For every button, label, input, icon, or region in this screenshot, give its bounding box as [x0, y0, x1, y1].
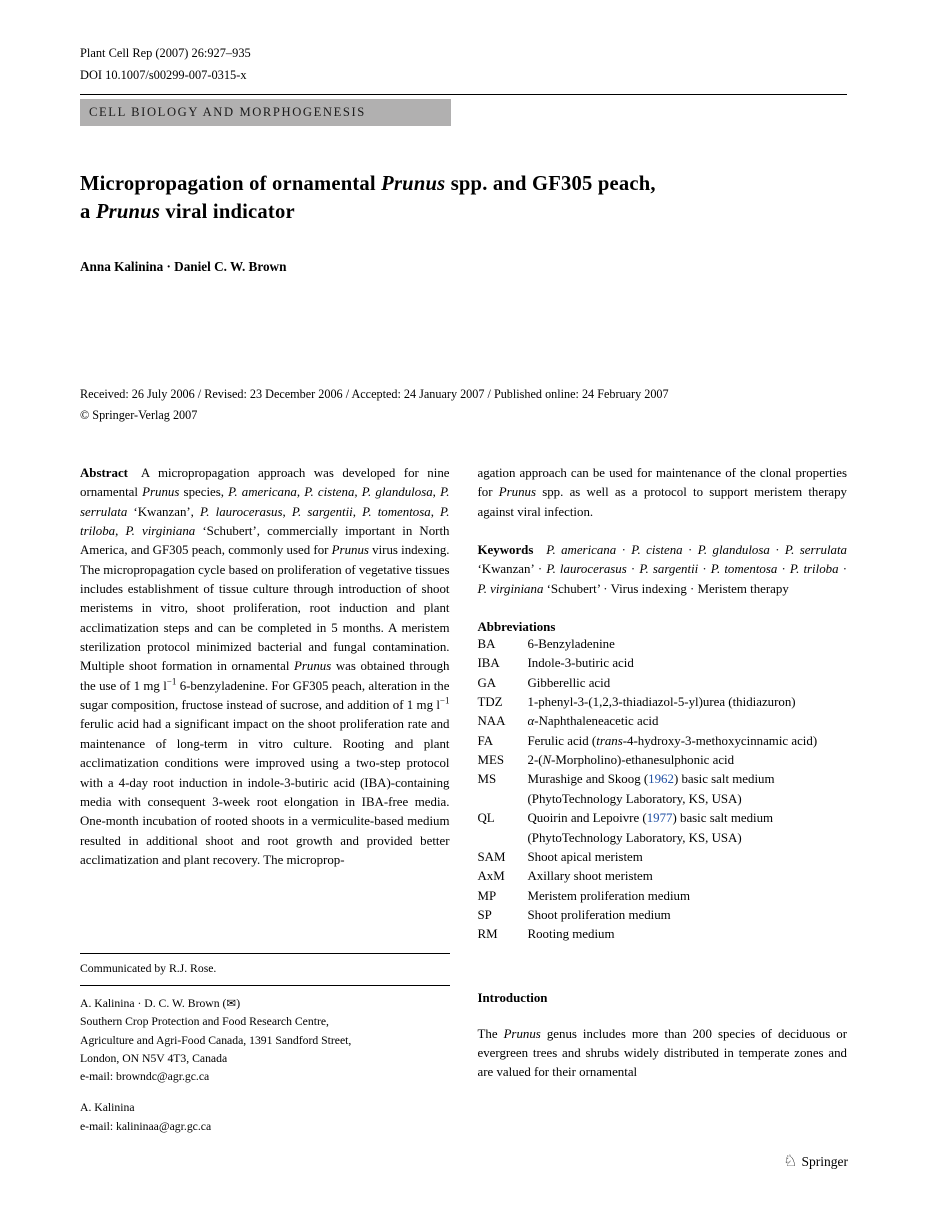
abbreviation-row [478, 770, 848, 809]
header-rule [80, 94, 847, 95]
doi: DOI 10.1007/s00299-007-0315-x [80, 68, 247, 82]
abbreviation-row [478, 867, 848, 886]
abbreviation-definition: 2-(N-Morpholino)-ethanesulphonic acid [527, 753, 735, 768]
abbreviation-term: MS [477, 772, 497, 787]
springer-logo-icon: ♘ [783, 1153, 798, 1170]
abbreviation-row [478, 906, 848, 925]
abbreviation-definition: 1-phenyl-3-(1,2,3-thiadiazol-5-yl)urea (thidiazuron) [527, 695, 796, 710]
abbreviation-term: IBA [477, 656, 500, 671]
abbreviation-row [478, 848, 848, 867]
abbreviation-row [478, 654, 848, 673]
abbreviation-definition: Gibberellic acid [527, 675, 611, 690]
abbreviation-row [478, 674, 848, 693]
abbreviation-term: MES [477, 753, 505, 768]
introduction-paragraph: The Prunus genus includes more than 200 species of deciduous or evergreen trees and shrubs widely distributed in temperate zones and are valued for their ornamental [477, 1026, 847, 1080]
footnote-block [80, 953, 450, 1136]
abstract-continuation: agation approach can be used for maintenance of the clonal properties for Prunus spp. as well as a protocol to support meristem therapy against viral infection. [477, 466, 847, 519]
abbreviation-row [478, 925, 848, 944]
abbreviation-row [478, 635, 848, 654]
abbreviation-row [478, 693, 848, 712]
communicated-note: Communicated by R.J. Rose. [80, 961, 217, 975]
abbreviation-definition: 6-Benzyladenine [527, 637, 615, 652]
right-column [478, 464, 848, 1136]
abbreviation-definition: Rooting medium [527, 927, 615, 942]
abbreviation-row [478, 751, 848, 770]
keywords-paragraph: Keywords P. americana · P. cistena · P. glandulosa · P. serrulata ‘Kwanzan’ · P. laurocerasus · P. sargentii · P. tomentosa · P. triloba · P. virginiana ‘Schubert’ · Virus indexing · Meristem therapy [477, 543, 847, 596]
abbreviations-heading: Abbreviations [477, 620, 556, 635]
abbreviation-term: FA [477, 733, 494, 748]
abbreviation-definition: Shoot proliferation medium [527, 907, 671, 922]
abbreviation-definition: Quoirin and Lepoivre (1977) basic salt medium (PhytoTechnology Laboratory, KS, USA) [527, 811, 774, 845]
abbreviation-row [478, 809, 848, 848]
abbreviation-term: AxM [477, 869, 505, 884]
article-title: Micropropagation of ornamental Prunus spp. and GF305 peach, a Prunus viral indicator [80, 173, 656, 223]
abbreviation-row [478, 732, 848, 751]
abbreviation-term: RM [477, 927, 498, 942]
copyright-line: © Springer-Verlag 2007 [80, 408, 198, 422]
abbreviation-term: QL [477, 811, 495, 826]
publisher-name: Springer [801, 1154, 848, 1169]
abbreviation-definition: Meristem proliferation medium [527, 888, 691, 903]
two-column-body [80, 464, 847, 1136]
abbreviations-list [478, 635, 848, 945]
citation-link[interactable]: 1977 [646, 811, 673, 826]
authors-line: Anna Kalinina · Daniel C. W. Brown [80, 259, 287, 274]
section-banner: CELL BIOLOGY AND MORPHOGENESIS [80, 99, 451, 126]
journal-reference: Plant Cell Rep (2007) 26:927–935 [80, 46, 251, 60]
abbreviation-row [478, 887, 848, 906]
abbreviation-term: MP [477, 888, 497, 903]
article-history: Received: 26 July 2006 / Revised: 23 December 2006 / Accepted: 24 January 2007 / Published online: 24 February 2007 [80, 387, 669, 401]
abbreviation-term: BA [477, 637, 496, 652]
footnote-rule-bottom [80, 985, 450, 986]
abstract-paragraph: Abstract A micropropagation approach was developed for nine ornamental Prunus species, P. americana, P. cistena, P. glandulosa, P. serrulata ‘Kwanzan’, P. laurocerasus, P. sargentii, P. tomentosa, P. triloba, P. virginiana ‘Schubert’, commercially important in North America, and GF305 peach, commonly used for Prunus virus indexing. The micropropagation cycle based on proliferation of vegetative tissues includes establishment of tissue culture through introduction of shoot meristems in vitro, shoot proliferation, root induction and plant acclimatization steps and can be completed in 5 months. A meristem sterilization protocol minimized bacterial and fungal contamination. Multiple shoot formation in ornamental Prunus was obtained through the use of 1 mg $l^{-1}$ 6-benzyladenine. For GF305 peach, alteration in the sugar composition, fructose instead of sucrose, and addition of 1 mg $l^{-1}$ ferulic acid had a significant impact on the shoot proliferation rate and maintenance of long-term in vitro culture. Rooting and plant acclimatization conditions were improved using a two-step protocol with a 4-day root induction in indole-3-butiric acid (IBA)-containing media with consequent 3-week root elongation in IBA-free media. One-month incubation of rooted shoots in a vermiculite-based medium resulted in additional shoot and root growth and provided better acclimatization and plant recovery. The microprop- [80, 466, 450, 867]
author-email-note: A. Kalinina e-mail: kalininaa@agr.gc.ca [80, 1101, 212, 1133]
publisher-footer [783, 1154, 848, 1170]
affiliation-note: A. Kalinina · D. C. W. Brown (✉) Southern Crop Protection and Food Research Centre, Agriculture and Agri-Food Canada, 1391 Sandford Street, London, ON N5V 4T3, Canada e-mail: browndc@agr.gc.ca [80, 996, 352, 1084]
abbreviation-term: TDZ [477, 695, 503, 710]
left-column [80, 464, 450, 1136]
abbreviation-term: GA [477, 675, 497, 690]
citation-link[interactable]: 1962 [648, 772, 674, 787]
abbreviation-definition: Ferulic acid (trans-4-hydroxy-3-methoxycinnamic acid) [527, 733, 818, 748]
abbreviation-definition: α-Naphthaleneacetic acid [527, 714, 659, 729]
abbreviation-row [478, 712, 848, 731]
abbreviation-term: NAA [477, 714, 506, 729]
abbreviation-definition: Murashige and Skoog (1962) basic salt medium (PhytoTechnology Laboratory, KS, USA) [527, 772, 775, 806]
abbreviation-term: SAM [477, 849, 506, 864]
abbreviation-term: SP [477, 907, 492, 922]
introduction-heading: Introduction [477, 990, 548, 1005]
journal-header [80, 46, 847, 83]
abbreviation-definition: Indole-3-butiric acid [527, 656, 634, 671]
abbreviation-definition: Shoot apical meristem [527, 849, 643, 864]
abbreviation-definition: Axillary shoot meristem [527, 869, 653, 884]
